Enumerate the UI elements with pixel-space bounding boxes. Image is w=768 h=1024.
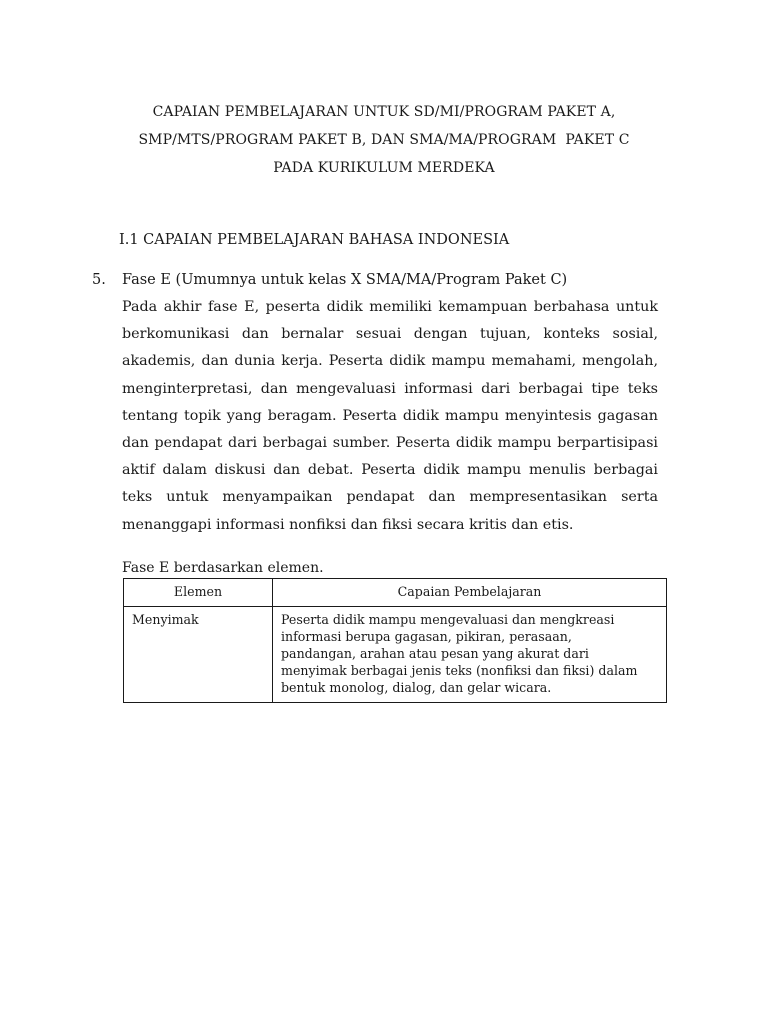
header-capaian: Capaian Pembelajaran (273, 579, 667, 607)
paragraph-line: menginterpretasi, dan mengevaluasi informasi dari berbagai tipe teks (122, 380, 658, 397)
document-title (0, 98, 768, 182)
paragraph-line: dan pendapat dari berbagai sumber. Peserta didik mampu berpartisipasi (122, 435, 658, 452)
item-heading-text: Fase E (Umumnya untuk kelas X SMA/MA/Program Paket C) (122, 272, 568, 288)
capaian-line: informasi berupa gagasan, pikiran, perasaan, (281, 629, 572, 644)
paragraph-line: Pada akhir fase E, peserta didik memiliki kemampuan berbahasa untuk (122, 299, 658, 315)
paragraph-line: teks untuk menyampaikan pendapat dan mempresentasikan serta (122, 489, 658, 506)
capaian-line: menyimak berbagai jenis teks (nonfiksi dan fiksi) dalam (281, 663, 638, 678)
paragraph-line: menanggapi informasi nonfiksi dan fiksi secara kritis dan etis. (122, 516, 574, 533)
capaian-line: bentuk monolog, dialog, dan gelar wicara. (281, 680, 552, 695)
table-header-row (124, 579, 667, 607)
section-heading: I.1 CAPAIAN PEMBELAJARAN BAHASA INDONESIA (119, 232, 510, 248)
capaian-line: pandangan, arahan atau pesan yang akurat dari (281, 646, 589, 661)
paragraph-line: tentang topik yang beragam. Peserta didik mampu menyintesis gagasan (122, 407, 658, 424)
capaian-line: Peserta didik mampu mengevaluasi dan mengkreasi (281, 612, 615, 627)
paragraph-line: akademis, dan dunia kerja. Peserta didik mampu memahami, mengolah, (122, 353, 658, 370)
body-paragraph (122, 294, 658, 539)
item-heading (92, 270, 567, 290)
header-elemen: Elemen (124, 579, 273, 607)
table-row (124, 607, 667, 703)
paragraph-line: berkomunikasi dan bernalar sesuai dengan tujuan, konteks sosial, (122, 326, 658, 343)
table-caption: Fase E berdasarkan elemen. (122, 560, 324, 576)
item-number: 5. (92, 272, 106, 288)
capaian-table (123, 578, 667, 703)
cell-capaian (273, 607, 667, 703)
title-line-1: CAPAIAN PEMBELAJARAN UNTUK SD/MI/PROGRAM PAKET A, (152, 104, 616, 120)
paragraph-line: aktif dalam diskusi dan debat. Peserta didik mampu menulis berbagai (122, 462, 658, 479)
title-line-3: PADA KURIKULUM MERDEKA (273, 160, 495, 176)
cell-elemen: Menyimak (124, 607, 273, 703)
title-line-2: SMP/MTS/PROGRAM PAKET B, DAN SMA/MA/PROGRAM PAKET C (138, 132, 630, 148)
